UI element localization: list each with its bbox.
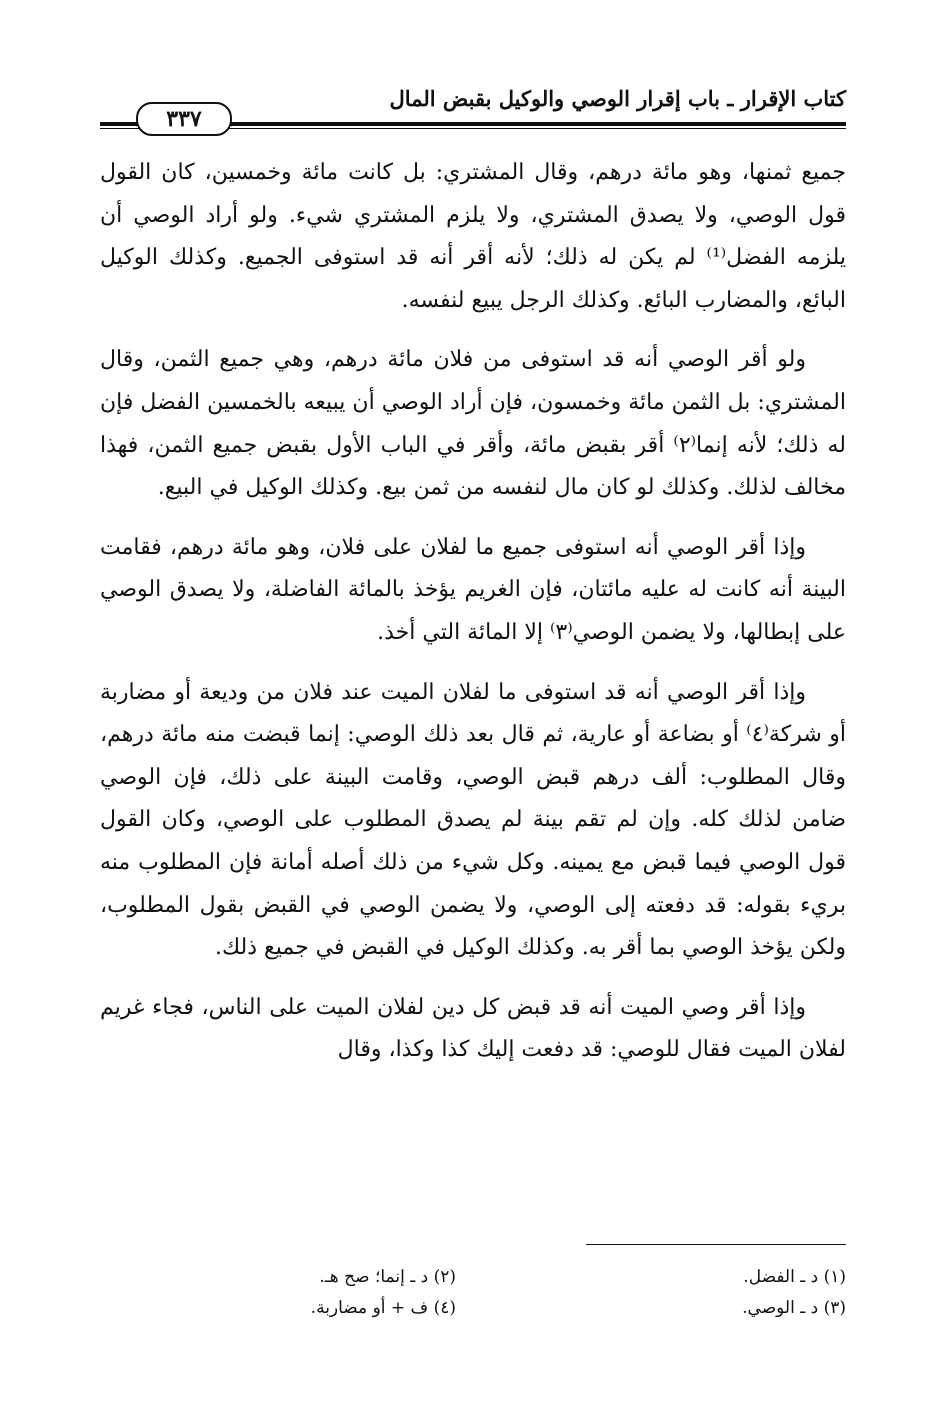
body-text xyxy=(100,152,846,1089)
paragraph: وإذا أقر وصي الميت أنه قد قبض كل دين لفلان الميت على الناس، فجاء غريم لفلان الميت فقال للوصي: قد دفعت إليك كذا وكذا، وقال xyxy=(100,994,846,1063)
footnote: (٢) د ـ إنما؛ صح هـ. xyxy=(319,1267,456,1287)
paragraph: وإذا أقر الوصي أنه قد استوفى ما لفلان الميت عند فلان من وديعة أو مضاربة أو شركة⁽٤⁾ أو بضاعة أو عارية، ثم قال بعد ذلك الوصي: إنما قبضت منه مائة درهم، وقال المطلوب: ألف درهم قبض الوصي، وقامت البينة على ذلك، فإن الوصي ضامن لذلك كله. وإن لم تقم بينة لم يصدق المطلوب على الوصي، وكان القول قول الوصي فيما قبض مع يمينه. وكل شيء من ذلك أصله أمانة فإن المطلوب منه بريء بقوله: قد دفعته إلى الوصي، ولا يضمن الوصي في القبض بقول المطلوب، ولكن يؤخذ الوصي بما أقر به. وكذلك الوكيل في القبض في جميع ذلك. xyxy=(100,679,846,961)
footnote-column-left xyxy=(311,1262,456,1324)
footnote-divider xyxy=(586,1244,846,1245)
chapter-title: كتاب الإقرار ـ باب إقرار الوصي والوكيل بقبض المال xyxy=(389,86,846,111)
footnote: (١) د ـ الفضل. xyxy=(743,1267,846,1287)
footnote: (٣) د ـ الوصي. xyxy=(742,1298,846,1318)
paragraph: ولو أقر الوصي أنه قد استوفى من فلان مائة درهم، وهي جميع الثمن، وقال المشتري: بل الثمن مائة وخمسون، فإن أراد الوصي أن يبيعه بالخمسين الفضل فإن له ذلك؛ لأنه إنما⁽٢⁾ أقر بقبض مائة، وأقر في الباب الأول بقبض جميع الثمن، فهذا مخالف لذلك. وكذلك لو كان مال لنفسه من ثمن بيع. وكذلك الوكيل في البيع. xyxy=(100,347,847,501)
page-number: ٣٣٧ xyxy=(136,102,232,136)
paragraph: جميع ثمنها، وهو مائة درهم، وقال المشتري: بل كانت مائة وخمسين، كان القول قول الوصي، ولا يصدق المشتري، ولا يلزم المشتري شيء. ولو أراد الوصي أن يلزمه الفضل⁽¹⁾ لم يكن له ذلك؛ لأنه أقر أنه قد استوفى الجميع. وكذلك الوكيل البائع، والمضارب البائع. وكذلك الرجل يبيع لنفسه. xyxy=(100,160,846,313)
page-header xyxy=(100,78,846,130)
paragraph: وإذا أقر الوصي أنه استوفى جميع ما لفلان على فلان، وهو مائة درهم، فقامت البينة أنه كانت له عليه مائتان، فإن الغريم يؤخذ بالمائة الفاضلة، ولا يصدق الوصي على إبطالها، ولا يضمن الوصي⁽٣⁾ إلا المائة التي أخذ. xyxy=(100,534,847,645)
footnote-column-right xyxy=(742,1262,846,1324)
footnote: (٤) ف + أو مضاربة. xyxy=(310,1298,456,1318)
